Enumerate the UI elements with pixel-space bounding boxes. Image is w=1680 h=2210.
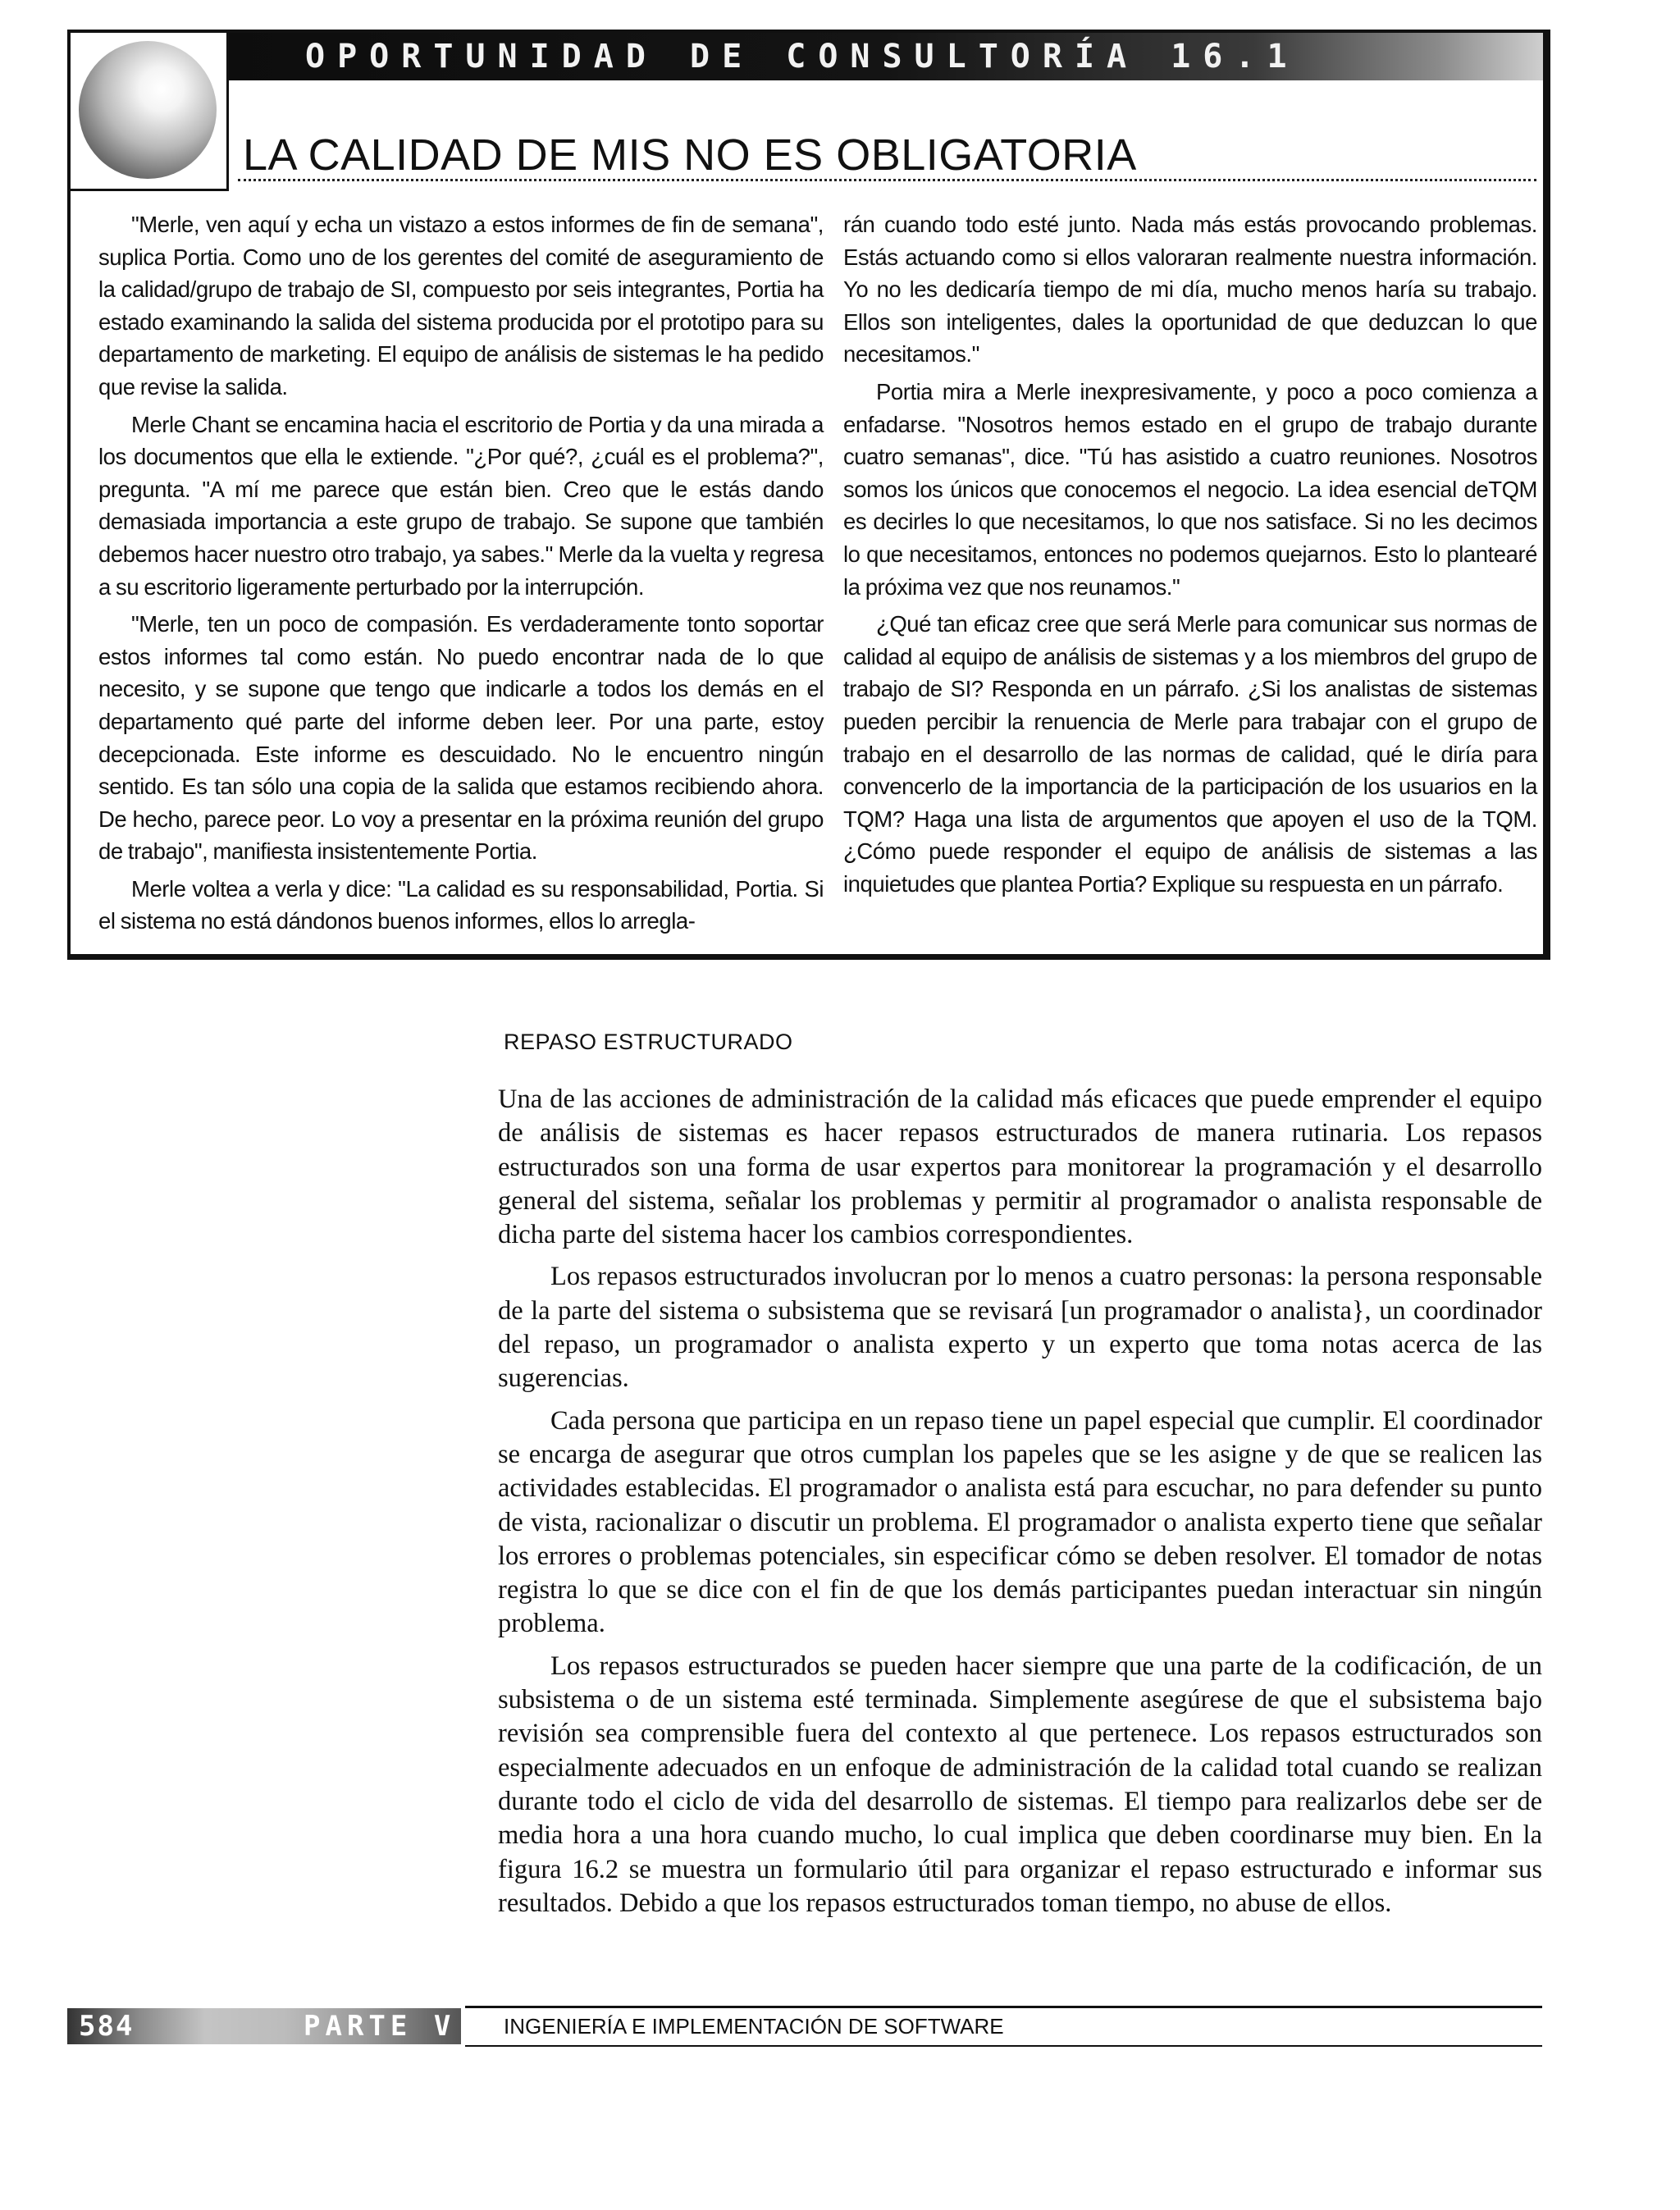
body-paragraph: Los repasos estructurados se pueden hacer siempre que una parte de la codificación, de un subsistema o de un sistema esté terminada. Simplemente asegúrese de que el subsistema bajo revisión sea comprensible fuera del contexto al que pertenece. Los repasos estructurados son especialmente adecuados en un enfoque de administración de la calidad total cuando se realizan durante todo el ciclo de vida del desarrollo de sistemas. El tiempo para realizarlos debe ser de media hora a una hora cuando mucho, lo cual implica que deben coordinarse muy bien. En la figura 16.2 se muestra un formulario útil para organizar el repaso estructurado e informar sus resultados. Debido a que los repasos estructurados toman tiempo, no abuse de ellos.	[498, 1651, 1542, 1918]
box-right-column	[843, 208, 1537, 905]
part-title: INGENIERÍA E IMPLEMENTACIÓN DE SOFTWARE	[504, 2014, 1004, 2039]
box-paragraph: Merle Chant se encamina hacia el escritorio de Portia y da una mirada a los documentos que ella le extiende. "¿Por qué?, ¿cuál es el problema?", pregunta. "A mí me parece que están bien. Creo que le estás dando demasiada importancia a este grupo de trabajo. Se supone que también debemos hacer nuestro otro trabajo, ya sabes." Merle da la vuelta y regresa a su escritorio ligeramente perturbado por la interrupción.	[98, 411, 824, 600]
box-paragraph: Portia mira a Merle inexpresivamente, y poco a poco comienza a enfadarse. "Nosotros hemos estado en el grupo de trabajo durante cuatro semanas", dice. "Tú has asistido a cuatro reuniones. Nosotros somos los únicos que conocemos el negocio. La idea esencial deTQM es decirles lo que necesitamos, lo que nos satisface. Si no les decimos lo que necesitamos, entonces no podemos quejarnos. Esto lo plantearé la próxima vez que nos reunamos."	[843, 378, 1537, 600]
banner-label: OPORTUNIDAD DE CONSULTORÍA 16.1	[305, 38, 1299, 75]
box-title: LA CALIDAD DE MIS NO ES OBLIGATORIA	[243, 130, 1137, 180]
sphere-badge-icon	[71, 33, 229, 191]
box-paragraph: "Merle, ten un poco de compasión. Es verdaderamente tonto soportar estos informes tal como están. No puedo encontrar nada de lo que necesito, y se supone que tengo que indicarle a todos los demás en el departamento qué parte del informe deben leer. Por una parte, estoy decepcionada. Este informe es descuidado. No le encuentro ningún sentido. Es tan sólo una copia de la salida que estamos recibiendo ahora. De hecho, parece peor. Lo voy a presentar en la próxima reunión del grupo de trabajo", manifiesta insistentemente Portia.	[98, 611, 824, 865]
box-paragraph: rán cuando todo esté junto. Nada más estás provocando problemas. Estás actuando como si ellos valoraran realmente nuestra información. Yo no les dedicaría tiempo de mi día, mucho menos haría su trabajo. Ellos son inteligentes, dales la oportunidad de que deduzcan lo que necesitamos."	[843, 212, 1537, 368]
section-body	[498, 1083, 1542, 1929]
box-paragraph: ¿Qué tan eficaz cree que será Merle para comunicar sus normas de calidad al equipo de análisis de sistemas y a los miembros del grupo de trabajo de SI? Responda en un párrafo. ¿Si los analistas de sistemas pueden percibir la renuencia de Merle para trabajar con el grupo de trabajo en el desarrollo de las normas de calidad, qué le diría para convencerlo de la importancia de la participación de los usuarios en la TQM? Haga una lista de argumentos que apoyen el uso de la TQM. ¿Cómo puede responder el equipo de análisis de sistemas a las inquietudes que plantea Portia? Explique su respuesta en un párrafo.	[843, 611, 1537, 897]
box-paragraph: "Merle, ven aquí y echa un vistazo a estos informes de fin de semana", suplica Portia. Como uno de los gerentes del comité de aseguramiento de la calidad/grupo de trabajo de SI, compuesto por seis integrantes, Portia ha estado examinando la salida del sistema producida por el prototipo para su departamento de marketing. El equipo de análisis de sistemas le ha pedido que revise la salida.	[98, 212, 824, 400]
section-heading: REPASO ESTRUCTURADO	[504, 1030, 793, 1054]
footer-bottom-rule	[465, 2045, 1542, 2047]
body-paragraph: Cada persona que participa en un repaso tiene un papel especial que cumplir. El coordinador se encarga de asegurar que otros cumplan los papeles que se les asigne y de que se realicen las actividades establecidas. El programador o analista está para escuchar, no para defender su punto de vista, racionalizar o discutir un problema. El programador o analista experto tiene que señalar los errores o problemas potenciales, sin especificar cómo se deben resolver. El tomador de notas registra lo que se dice con el fin de que los demás participantes puedan interactuar sin ningún problema.	[498, 1405, 1542, 1639]
consulting-opportunity-box	[67, 30, 1550, 960]
footer-top-rule	[465, 2006, 1542, 2008]
page-number: 584	[79, 2010, 135, 2043]
box-left-column	[98, 208, 824, 943]
part-label: PARTE V	[304, 2010, 456, 2043]
body-paragraph: Los repasos estructurados involucran por lo menos a cuatro personas: la persona responsable de la parte del sistema o subsistema que se revisará [un programador o analista}, un coordinador del repaso, un programador o analista experto y un experto que toma notas acerca de las sugerencias.	[498, 1262, 1542, 1394]
body-paragraph: Una de las acciones de administración de la calidad más eficaces que puede emprender el equipo de análisis de sistemas es hacer repasos estructurados de manera rutinaria. Los repasos estructurados son una forma de usar expertos para monitorear la programación y el desarrollo general del sistema, señalar los problemas y permitir al programador o analista responsable de dicha parte del sistema hacer los cambios correspondientes.	[498, 1084, 1542, 1250]
footer-bar	[67, 2008, 461, 2044]
title-dotted-rule	[238, 179, 1536, 181]
banner	[226, 33, 1543, 80]
box-paragraph: Merle voltea a verla y dice: "La calidad es su responsabilidad, Portia. Si el sistema no está dándonos buenos informes, ellos lo arregla-	[98, 875, 824, 934]
